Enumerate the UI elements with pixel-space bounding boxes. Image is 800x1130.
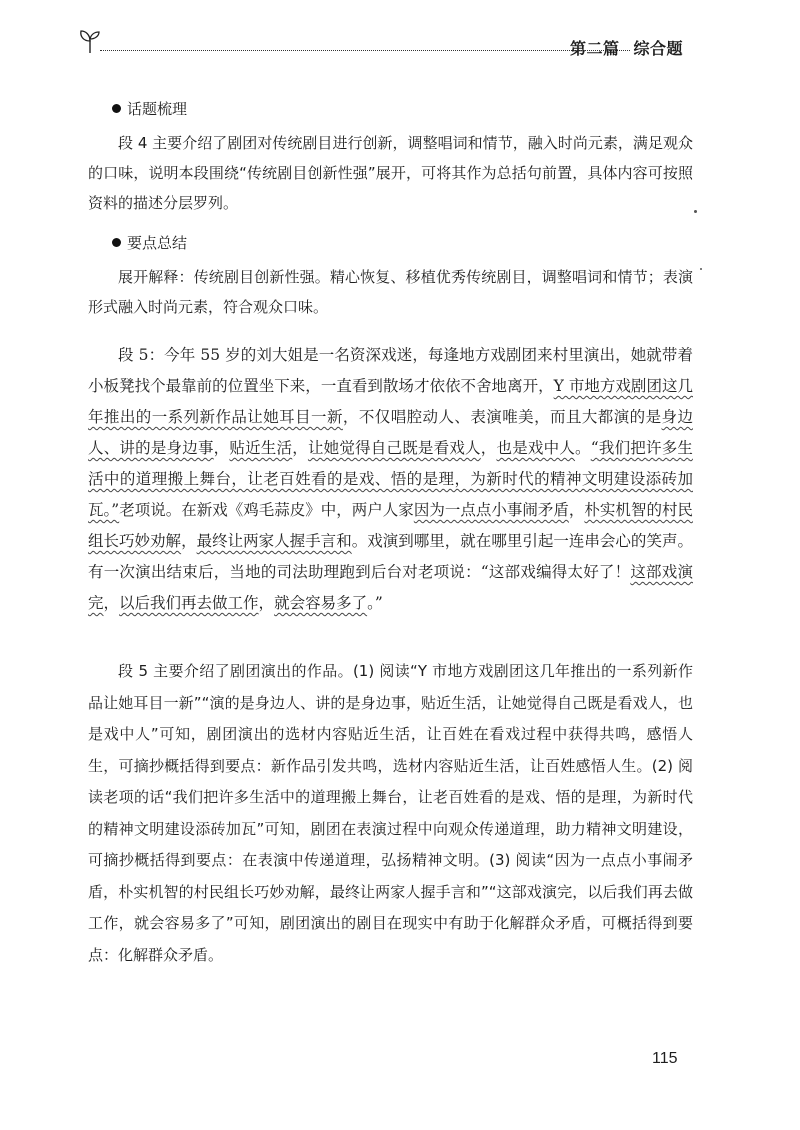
passage-5 (88, 340, 693, 619)
header-part: 第二篇 (569, 39, 620, 58)
topic-paragraph (88, 128, 693, 218)
summary-heading-text: 要点总结 (127, 234, 188, 252)
topic-heading-text: 话题梳理 (127, 100, 188, 118)
bullet-icon (112, 238, 121, 247)
analysis-paragraph (88, 656, 693, 971)
page-number: 115 (652, 1050, 678, 1067)
header-title (570, 36, 683, 59)
page-header (78, 22, 683, 62)
sprout-icon (78, 28, 102, 54)
topic-body: 段 4 主要介绍了剧团对传统剧目进行创新，调整唱词和情节，融入时尚元素，满足观众的口味，说明本段围绕“传统剧目创新性强”展开，可将其作为总括句前置，具体内容可按照资料的描述分层罗列。 (88, 134, 693, 212)
topic-heading (112, 98, 187, 120)
passage-5-text: 段 5：今年 55 岁的刘大姐是一名资深戏迷，每逢地方戏剧团来村里演出，她就带着小板凳找个最靠前的位置坐下来，一直看到散场才依依不舍地离开，Y 市地方戏剧团这几年推出的一系列新作品让她耳目一新，不仅唱腔动人、表演唯美，而且大都演的是身边人、讲的是身边事，贴近生活，让她觉得自己既是看戏人，也是戏中人。“我们把许多生活中的道理搬上舞台，让老百姓看的是戏、悟的是理，为新时代的精神文明建设添砖加瓦。”老项说。在新戏《鸡毛蒜皮》中，两户人家因为一点点小事闹矛盾，朴实机智的村民组长巧妙劝解，最终让两家人握手言和。戏演到哪里，就在哪里引起一连串会心的笑声。有一次演出结束后，当地的司法助理跑到后台对老项说：“这部戏编得太好了！这部戏演完，以后我们再去做工作，就会容易多了。” (88, 346, 693, 612)
header-section: 综合题 (633, 39, 683, 58)
scan-speck (700, 268, 702, 270)
header-rule (100, 50, 630, 51)
bullet-icon (112, 104, 121, 113)
summary-paragraph (88, 262, 693, 322)
scan-speck (694, 210, 697, 213)
summary-body: 展开解释：传统剧目创新性强。精心恢复、移植优秀传统剧目，调整唱词和情节；表演形式融入时尚元素，符合观众口味。 (88, 268, 693, 316)
summary-heading (112, 232, 187, 254)
analysis-body: 段 5 主要介绍了剧团演出的作品。(1) 阅读“Y 市地方戏剧团这几年推出的一系列新作品让她耳目一新”“演的是身边人、讲的是身边事，贴近生活，让她觉得自己既是看戏人，也是戏中人”可知，剧团演出的选材内容贴近生活，让百姓在看戏过程中获得共鸣，感悟人生，可摘抄概括得到要点：新作品引发共鸣，选材内容贴近生活，让百姓感悟人生。(2) 阅读老项的话“我们把许多生活中的道理搬上舞台，让老百姓看的是戏、悟的是理，为新时代的精神文明建设添砖加瓦”可知，剧团在表演过程中向观众传递道理，助力精神文明建设，可摘抄概括得到要点：在表演中传递道理，弘扬精神文明。(3) 阅读“因为一点点小事闹矛盾，朴实机智的村民组长巧妙劝解，最终让两家人握手言和”“这部戏演完，以后我们再去做工作，就会容易多了”可知，剧团演出的剧目在现实中有助于化解群众矛盾，可概括得到要点：化解群众矛盾。 (88, 662, 693, 964)
